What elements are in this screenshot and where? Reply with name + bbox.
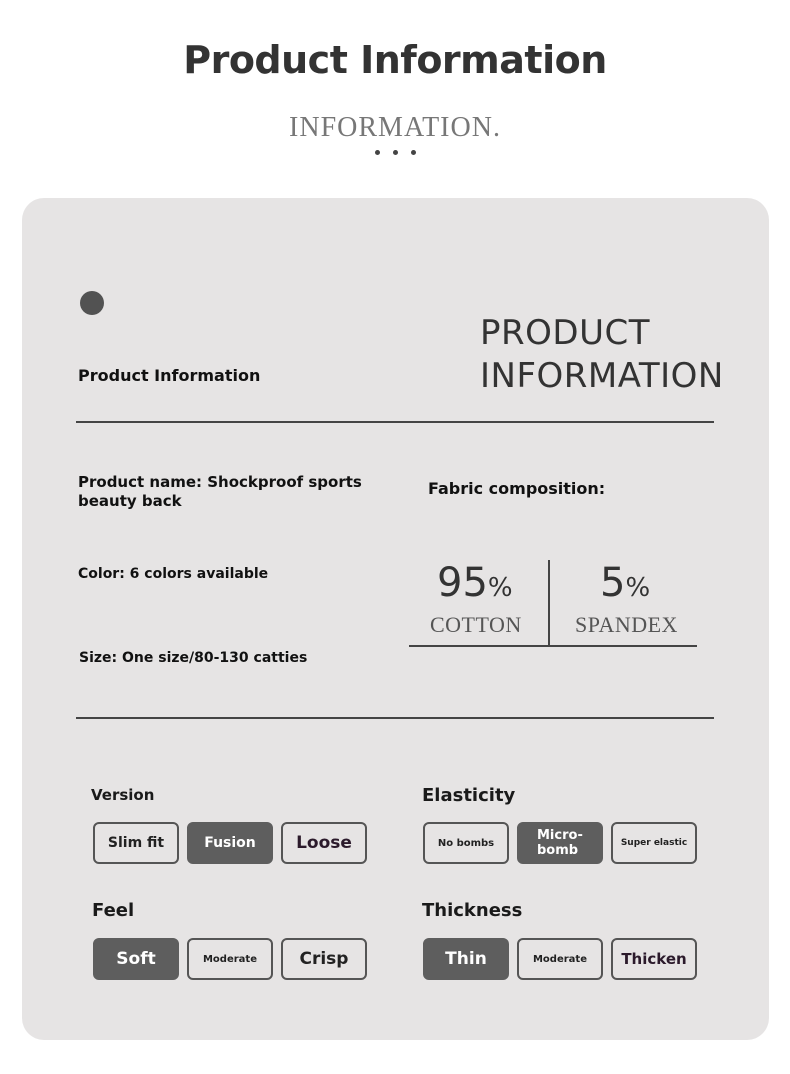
composition-divider — [548, 560, 550, 646]
ellipsis-dots — [0, 150, 790, 155]
divider-bottom — [76, 717, 714, 719]
product-name-line2: beauty back — [78, 492, 182, 510]
bullet-dot-icon — [80, 291, 104, 315]
product-name — [78, 473, 362, 511]
elasticity-option-super-elastic[interactable]: Super elastic — [611, 822, 697, 864]
page-title: Product Information — [183, 38, 607, 82]
card-big-title — [480, 312, 724, 398]
elasticity-label: Elasticity — [422, 785, 516, 806]
feel-option-moderate[interactable]: Moderate — [187, 938, 273, 980]
feel-label: Feel — [92, 900, 135, 921]
composition-cotton-label: COTTON — [430, 612, 522, 637]
big-title-line1: PRODUCT — [480, 313, 650, 353]
thickness-option-thin[interactable]: Thin — [423, 938, 509, 980]
big-title-line2: INFORMATION — [480, 356, 724, 396]
feel-option-crisp[interactable]: Crisp — [281, 938, 367, 980]
card-small-title: Product Information — [78, 366, 261, 385]
product-color: Color: 6 colors available — [78, 566, 269, 582]
product-name-line1: Product name: Shockproof sports — [78, 473, 362, 491]
thickness-label: Thickness — [422, 900, 523, 921]
feel-option-soft[interactable]: Soft — [93, 938, 179, 980]
divider-top — [76, 421, 714, 423]
elasticity-option-no-bombs[interactable]: No bombs — [423, 822, 509, 864]
fabric-label: Fabric composition: — [428, 479, 606, 498]
composition-spandex-label: SPANDEX — [575, 612, 678, 637]
elasticity-option-micro-bomb[interactable]: Micro- bomb — [517, 822, 603, 864]
product-size: Size: One size/80-130 catties — [79, 650, 308, 666]
thickness-option-moderate[interactable]: Moderate — [517, 938, 603, 980]
composition-underline — [409, 645, 697, 647]
version-option-loose[interactable]: Loose — [281, 822, 367, 864]
thickness-option-thicken[interactable]: Thicken — [611, 938, 697, 980]
version-label: Version — [91, 786, 155, 804]
composition-cotton-value: 95% — [437, 560, 513, 606]
composition-spandex-value: 5% — [600, 560, 651, 606]
version-option-slim-fit[interactable]: Slim fit — [93, 822, 179, 864]
page-subtitle: INFORMATION. — [289, 112, 501, 143]
version-option-fusion[interactable]: Fusion — [187, 822, 273, 864]
